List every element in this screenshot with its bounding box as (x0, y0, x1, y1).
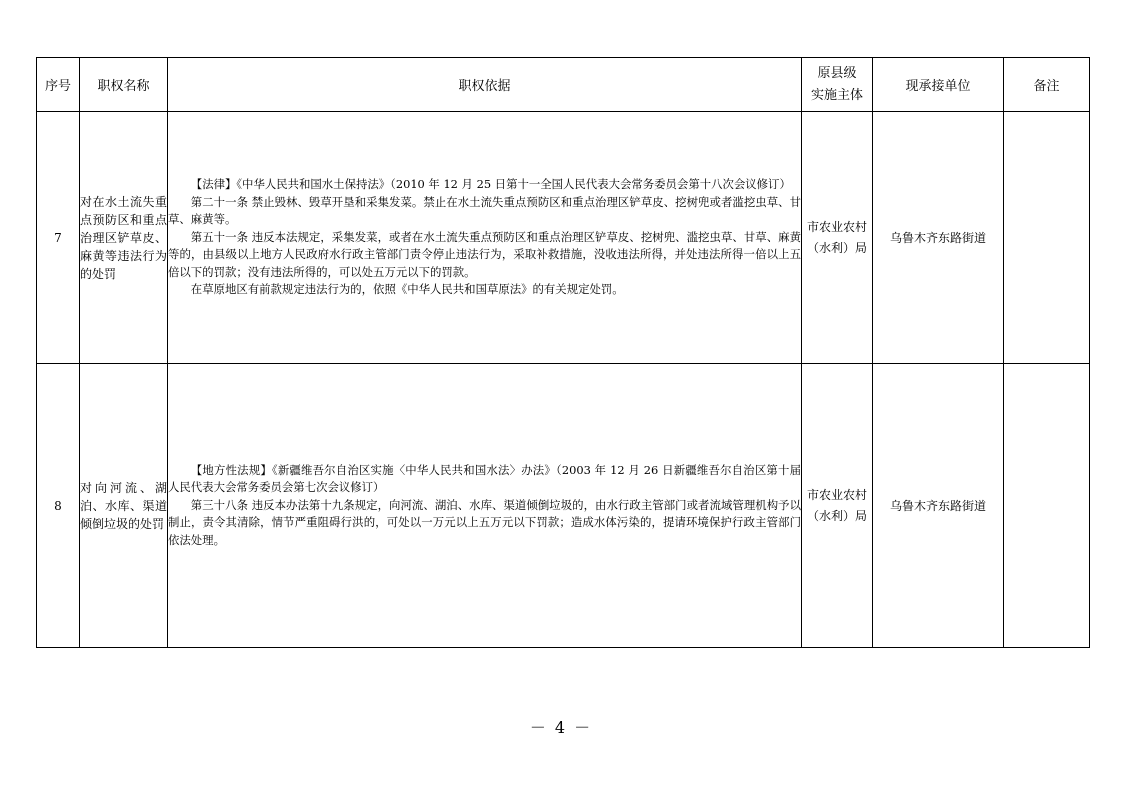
row-current-unit: 乌鲁木齐东路街道 (873, 112, 1004, 364)
header-name: 职权名称 (80, 58, 168, 112)
table-row (37, 364, 1090, 648)
row-original-subject: 市农业农村（水利）局 (802, 364, 873, 648)
row-basis (168, 364, 802, 648)
row-remark (1004, 112, 1090, 364)
table-header-row (37, 58, 1090, 112)
basis-paragraph: 第三十八条 违反本办法第十九条规定，向河流、湖泊、水库、渠道倾倒垃圾的，由水行政主管部门或者流域管理机构予以制止，责令其清除，情节严重阻碍行洪的，可处以一万元以上五万元以下罚款；造成水体污染的，提请环境保护行政主管部门依法处理。 (168, 497, 801, 547)
header-remark: 备注 (1004, 58, 1090, 112)
row-seq: 7 (37, 112, 80, 364)
basis-paragraph: 第二十一条 禁止毁林、毁草开垦和采集发菜。禁止在水土流失重点预防区和重点治理区铲草皮、挖树兜或者滥挖虫草、甘草、麻黄等。 (168, 194, 801, 227)
row-authority-name: 对在水土流失重点预防区和重点治理区铲草皮、麻黄等违法行为的处罚 (80, 112, 168, 364)
header-basis: 职权依据 (168, 58, 802, 112)
authority-table (36, 57, 1090, 648)
header-subject-line2: 实施主体 (810, 87, 863, 103)
row-remark (1004, 364, 1090, 648)
header-subject (802, 58, 873, 112)
row-authority-name: 对向河流、湖泊、水库、渠道倾倒垃圾的处罚 (80, 364, 168, 648)
basis-paragraph: 第五十一条 违反本法规定，采集发菜，或者在水土流失重点预防区和重点治理区铲草皮、挖树兜、滥挖虫草、甘草、麻黄等的，由县级以上地方人民政府水行政主管部门责令停止违法行为，采取补救措施，没收违法所得，并处违法所得一倍以上五倍以下的罚款；没有违法所得的，可以处五万元以下的罚款。 (168, 229, 801, 279)
row-seq: 8 (37, 364, 80, 648)
row-current-unit: 乌鲁木齐东路街道 (873, 364, 1004, 648)
header-subject-line1: 原县级 (817, 65, 857, 81)
row-basis (168, 112, 802, 364)
header-unit: 现承接单位 (873, 58, 1004, 112)
table-row (37, 112, 1090, 364)
basis-paragraph: 【地方性法规】《新疆维吾尔自治区实施〈中华人民共和国水法〉办法》（2003 年 12 月 26 日新疆维吾尔自治区第十届人民代表大会常务委员会第七次会议修订） (168, 462, 801, 495)
basis-paragraph: 在草原地区有前款规定违法行为的，依照《中华人民共和国草原法》的有关规定处罚。 (190, 282, 624, 297)
header-seq: 序号 (37, 58, 80, 112)
basis-paragraph: 【法律】《中华人民共和国水土保持法》（2010 年 12 月 25 日第十一全国人民代表大会常务委员会第十八次会议修订） (190, 177, 791, 192)
row-original-subject: 市农业农村（水利）局 (802, 112, 873, 364)
page-number: － 4 － (529, 718, 593, 737)
